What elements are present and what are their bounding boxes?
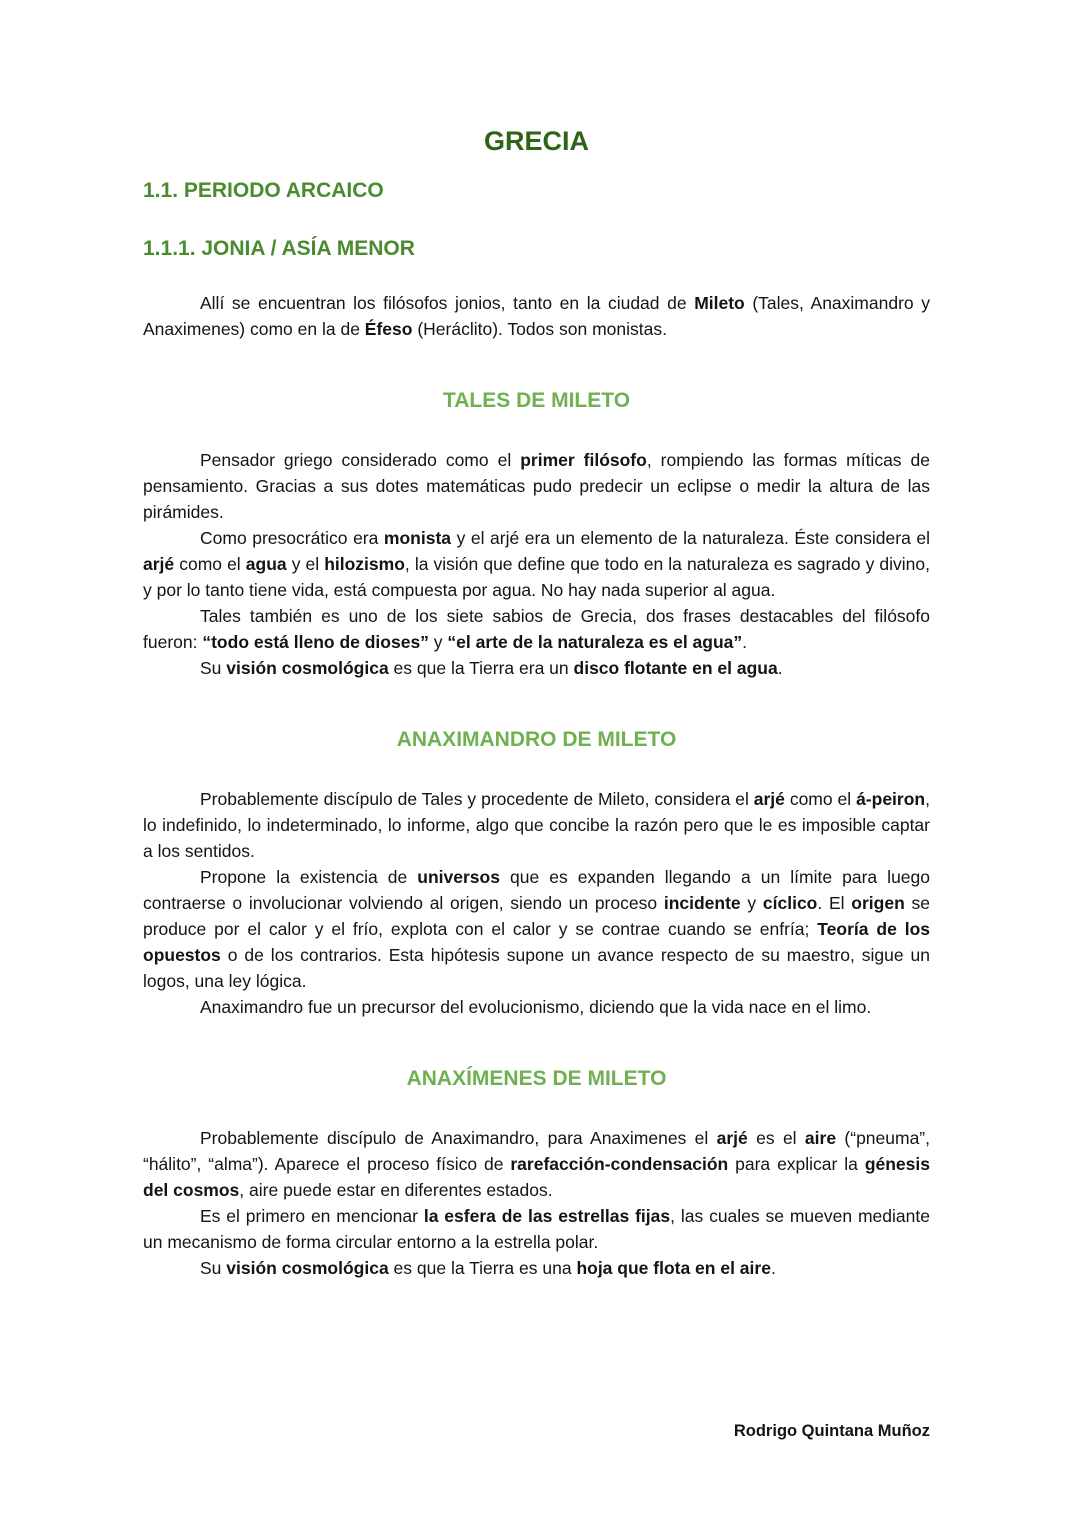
bold-text: arjé	[143, 554, 175, 574]
bold-text: incidente	[663, 893, 741, 913]
section-paragraphs	[143, 1125, 930, 1281]
bold-text: “el arte de la naturaleza es el agua”	[447, 632, 743, 652]
document-title: GRECIA	[483, 126, 589, 156]
author-footer: Rodrigo Quintana Muñoz	[733, 1422, 930, 1440]
bold-text: hilozismo	[324, 554, 405, 574]
document-sections	[143, 388, 930, 1281]
bold-text: cíclico	[762, 893, 818, 913]
bold-text: monista	[383, 528, 452, 548]
bold-text: aire	[804, 1128, 837, 1148]
bold-text: á-peiron	[856, 789, 926, 809]
heading-jonia-asia-menor: 1.1.1. JONIA / ASÍA MENOR	[143, 237, 415, 260]
paragraph: Probablemente discípulo de Anaximandro, para Anaximenes el arjé es el aire (“pneuma”, “hálito”, “alma”). Aparece el proceso físico de rarefacción-condensación para explicar la génesis del cosmos, aire puede estar en diferentes estados.	[143, 1128, 930, 1200]
bold-text: Mileto	[694, 293, 745, 313]
bold-text: “todo está lleno de dioses”	[202, 632, 429, 652]
document-content	[143, 0, 930, 1281]
section-paragraphs	[143, 447, 930, 681]
bold-text: visión cosmológica	[226, 1258, 389, 1278]
bold-text: Éfeso	[364, 319, 413, 339]
paragraph: Pensador griego considerado como el primer filósofo, rompiendo las formas míticas de pensamiento. Gracias a sus dotes matemáticas pudo predecir un eclipse o medir la altura de las pirámides.	[143, 450, 930, 522]
bold-text: Teoría de los opuestos	[143, 919, 930, 965]
paragraph: Su visión cosmológica es que la Tierra era un disco flotante en el agua.	[200, 658, 783, 678]
paragraph: Como presocrático era monista y el arjé era un elemento de la naturaleza. Éste considera el arjé como el agua y el hilozismo, la visión que define que todo en la naturaleza es sagrado y divino, y por lo tanto tiene vida, está compuesta por agua. No hay nada superior al agua.	[143, 528, 931, 600]
bold-text: agua	[245, 554, 287, 574]
intro-paragraphs	[143, 290, 930, 342]
bold-text: disco flotante en el agua	[573, 658, 778, 678]
bold-text: la esfera de las estrellas fijas	[423, 1206, 671, 1226]
section-title: TALES DE MILETO	[442, 389, 631, 412]
paragraph: Es el primero en mencionar la esfera de las estrellas fijas, las cuales se mueven mediante un mecanismo de forma circular entorno a la estrella polar.	[143, 1206, 930, 1252]
section-title: ANAXÍMENES DE MILETO	[406, 1067, 667, 1090]
paragraph: Probablemente discípulo de Tales y procedente de Mileto, considera el arjé como el á-peiron, lo indefinido, lo indeterminado, lo informe, algo que concibe la razón pero que le es imposible captar a los sentidos.	[143, 789, 930, 861]
heading-periodo-arcaico: 1.1. PERIODO ARCAICO	[143, 179, 384, 202]
paragraph: Tales también es uno de los siete sabios de Grecia, dos frases destacables del filósofo fueron: “todo está lleno de dioses” y “el arte de la naturaleza es el agua”.	[143, 606, 930, 652]
section	[143, 727, 930, 1020]
paragraph: Su visión cosmológica es que la Tierra es una hoja que flota en el aire.	[200, 1258, 776, 1278]
bold-text: universos	[417, 867, 500, 887]
bold-text: hoja que flota en el aire	[576, 1258, 771, 1278]
paragraph: Allí se encuentran los filósofos jonios, tanto en la ciudad de Mileto (Tales, Anaximandro y Anaximenes) como en la de Éfeso (Heráclito). Todos son monistas.	[143, 293, 930, 339]
bold-text: origen	[851, 893, 905, 913]
section	[143, 388, 930, 681]
bold-text: visión cosmológica	[226, 658, 389, 678]
bold-text: génesis del cosmos	[143, 1154, 930, 1200]
paragraph: Propone la existencia de universos que es expanden llegando a un límite para luego contraerse o involucionar volviendo al origen, siendo un proceso incidente y cíclico. El origen se produce por el calor y el frío, explota con el calor y se contrae cuando se enfría; Teoría de los opuestos o de los contrarios. Esta hipótesis supone un avance respecto de su maestro, sigue un logos, una ley lógica.	[143, 867, 930, 991]
bold-text: rarefacción-condensación	[510, 1154, 729, 1174]
paragraph: Anaximandro fue un precursor del evolucionismo, diciendo que la vida nace en el limo.	[200, 997, 872, 1017]
section	[143, 1066, 930, 1281]
bold-text: arjé	[716, 1128, 748, 1148]
section-paragraphs	[143, 786, 930, 1020]
bold-text: arjé	[753, 789, 785, 809]
section-title: ANAXIMANDRO DE MILETO	[396, 728, 677, 751]
bold-text: primer filósofo	[520, 450, 647, 470]
